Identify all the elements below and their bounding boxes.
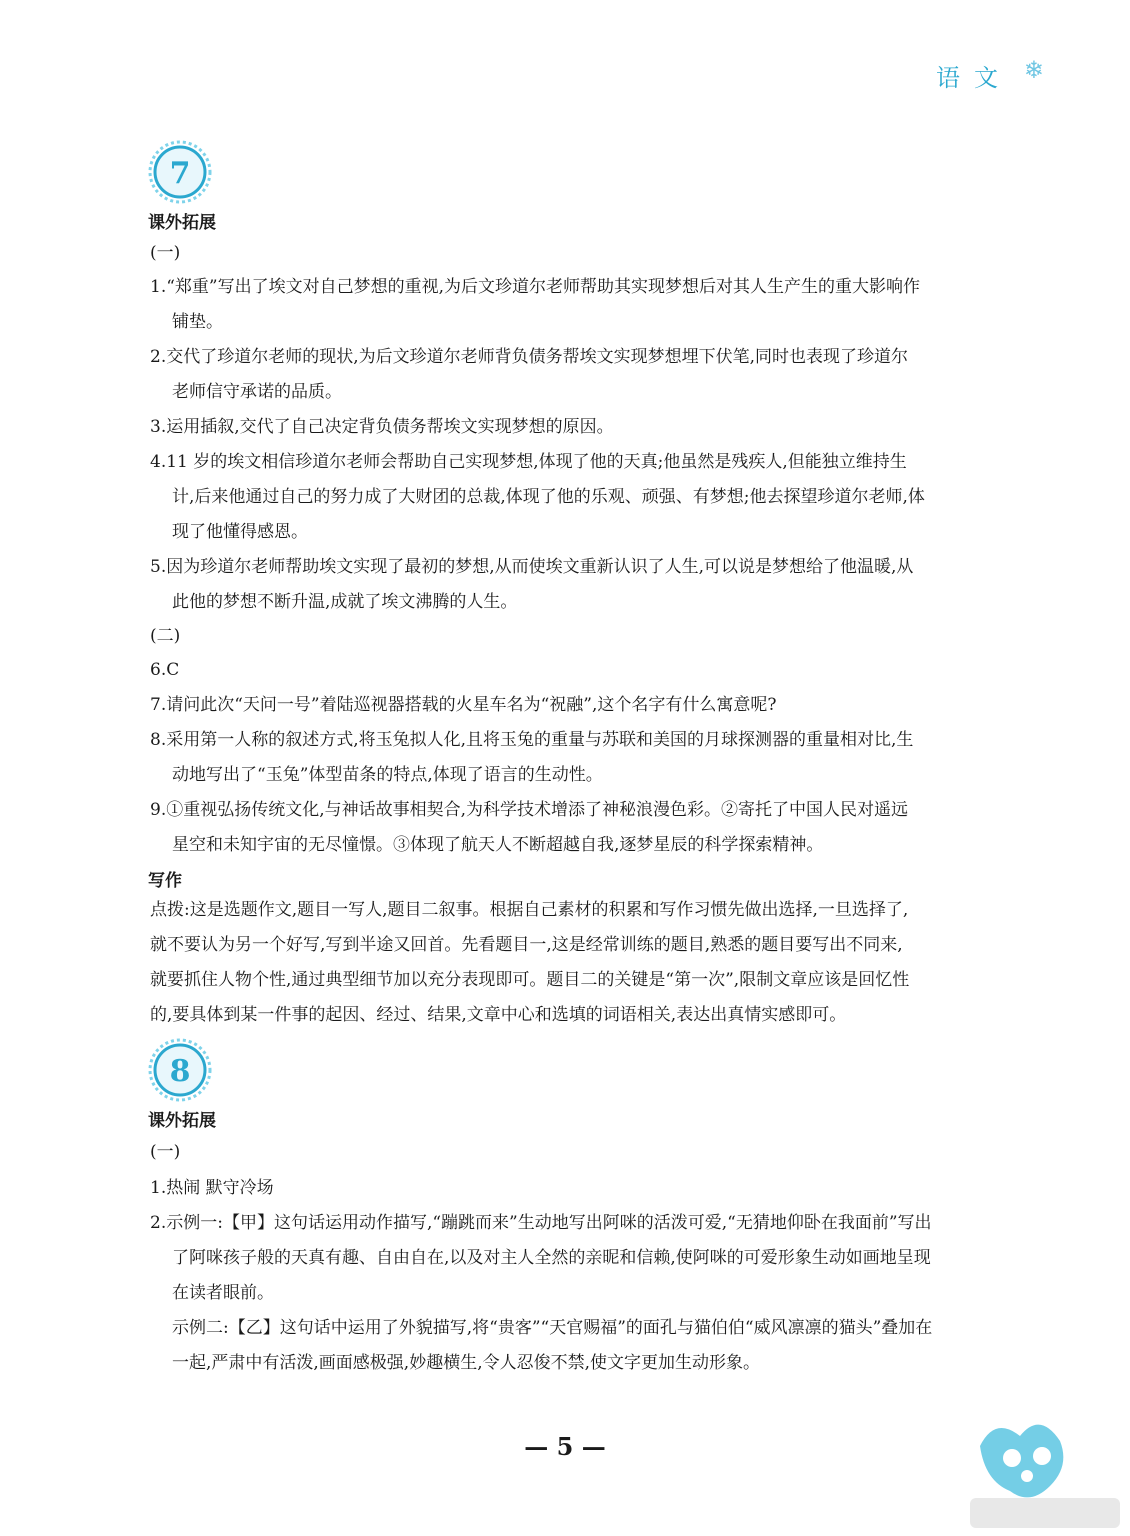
section-7-badge — [148, 140, 212, 204]
section-7-part-two-label: (二) — [150, 626, 181, 646]
answer-line: 示例二:【乙】这句话中运用了外貌描写,将“贵客”“天官赐福”的面孔与猫伯伯“威风凛凛的猫头”叠加在 — [172, 1318, 933, 1338]
writing-line: 就要抓住人物个性,通过典型细节加以充分表现即可。题目二的关键是“第一次”,限制文章应该是回忆性 — [150, 970, 910, 990]
answer-line: 计,后来他通过自己的努力成了大财团的总裁,体现了他的乐观、顽强、有梦想;他去探望珍道尔老师,体 — [172, 487, 925, 507]
section-8-number: 8 — [169, 1054, 191, 1089]
writing-line: 的,要具体到某一件事的起因、经过、结果,文章中心和选填的词语相关,表达出真情实感即可。 — [150, 1005, 847, 1025]
section-8-badge — [148, 1038, 212, 1102]
answer-line: 2.示例一:【甲】这句话运用动作描写,“蹦跳而来”生动地写出阿咪的活泼可爱,“无猜地仰卧在我面前”写出 — [150, 1213, 932, 1233]
answer-line: 4.11 岁的埃文相信珍道尔老师会帮助自己实现梦想,体现了他的天真;他虽然是残疾人,但能独立维持生 — [150, 452, 907, 472]
section-8-part-one-label: (一) — [150, 1142, 181, 1162]
writing-line: 就不要认为另一个好写,写到半途又回首。先看题目一,这是经常训练的题目,熟悉的题目要写出不同来, — [150, 935, 903, 955]
snowflake-icon: ❄ — [1023, 56, 1044, 84]
answer-line: 此他的梦想不断升温,成就了埃文沸腾的人生。 — [172, 592, 518, 612]
header-subject: 语文 — [936, 64, 1012, 92]
section-7-number: 7 — [169, 156, 191, 191]
answer-line: 在读者眼前。 — [172, 1283, 274, 1303]
answer-line: 8.采用第一人称的叙述方式,将玉兔拟人化,且将玉兔的重量与苏联和美国的月球探测器的重量相对比,生 — [150, 730, 914, 750]
answer-line: 动地写出了“玉兔”体型苗条的特点,体现了语言的生动性。 — [172, 765, 603, 785]
corner-decoration-icon — [950, 1406, 1130, 1536]
answer-line: 现了他懂得感恩。 — [172, 522, 308, 542]
answer-line: 了阿咪孩子般的天真有趣、自由自在,以及对主人全然的亲昵和信赖,使阿咪的可爱形象生动如画地呈现 — [172, 1248, 931, 1268]
answer-line: 星空和未知宇宙的无尽憧憬。③体现了航天人不断超越自我,逐梦星辰的科学探索精神。 — [172, 835, 824, 855]
answer-line: 老师信守承诺的品质。 — [172, 382, 342, 402]
section-7-writing-title: 写作 — [148, 871, 182, 891]
answer-line: 1.热闹 默守冷场 — [150, 1178, 274, 1198]
answer-line: 9.①重视弘扬传统文化,与神话故事相契合,为科学技术增添了神秘浪漫色彩。②寄托了中国人民对遥远 — [150, 800, 909, 820]
answer-line: 2.交代了珍道尔老师的现状,为后文珍道尔老师背负债务帮埃文实现梦想埋下伏笔,同时也表现了珍道尔 — [150, 347, 909, 367]
section-7-part-one-label: (一) — [150, 243, 181, 263]
answer-line: 7.请问此次“天问一号”着陆巡视器搭载的火星车名为“祝融”,这个名字有什么寓意呢? — [150, 695, 777, 715]
writing-line: 点拨:这是选题作文,题目一写人,题目二叙事。根据自己素材的积累和写作习惯先做出选择,一旦选择了, — [150, 900, 909, 920]
answer-line: 铺垫。 — [172, 312, 223, 332]
answer-line: 1.“郑重”写出了埃文对自己梦想的重视,为后文珍道尔老师帮助其实现梦想后对其人生产生的重大影响作 — [150, 277, 921, 297]
section-8-extension-title: 课外拓展 — [148, 1111, 216, 1131]
answer-line: 3.运用插叙,交代了自己决定背负债务帮埃文实现梦想的原因。 — [150, 417, 614, 437]
answer-line: 一起,严肃中有活泼,画面感极强,妙趣横生,令人忍俊不禁,使文字更加生动形象。 — [172, 1353, 761, 1373]
answer-line: 5.因为珍道尔老师帮助埃文实现了最初的梦想,从而使埃文重新认识了人生,可以说是梦想给了他温暖,从 — [150, 557, 914, 577]
page-number: — 5 — — [524, 1432, 606, 1461]
section-7-extension-title: 课外拓展 — [148, 213, 216, 233]
answer-line: 6.C — [150, 660, 180, 680]
